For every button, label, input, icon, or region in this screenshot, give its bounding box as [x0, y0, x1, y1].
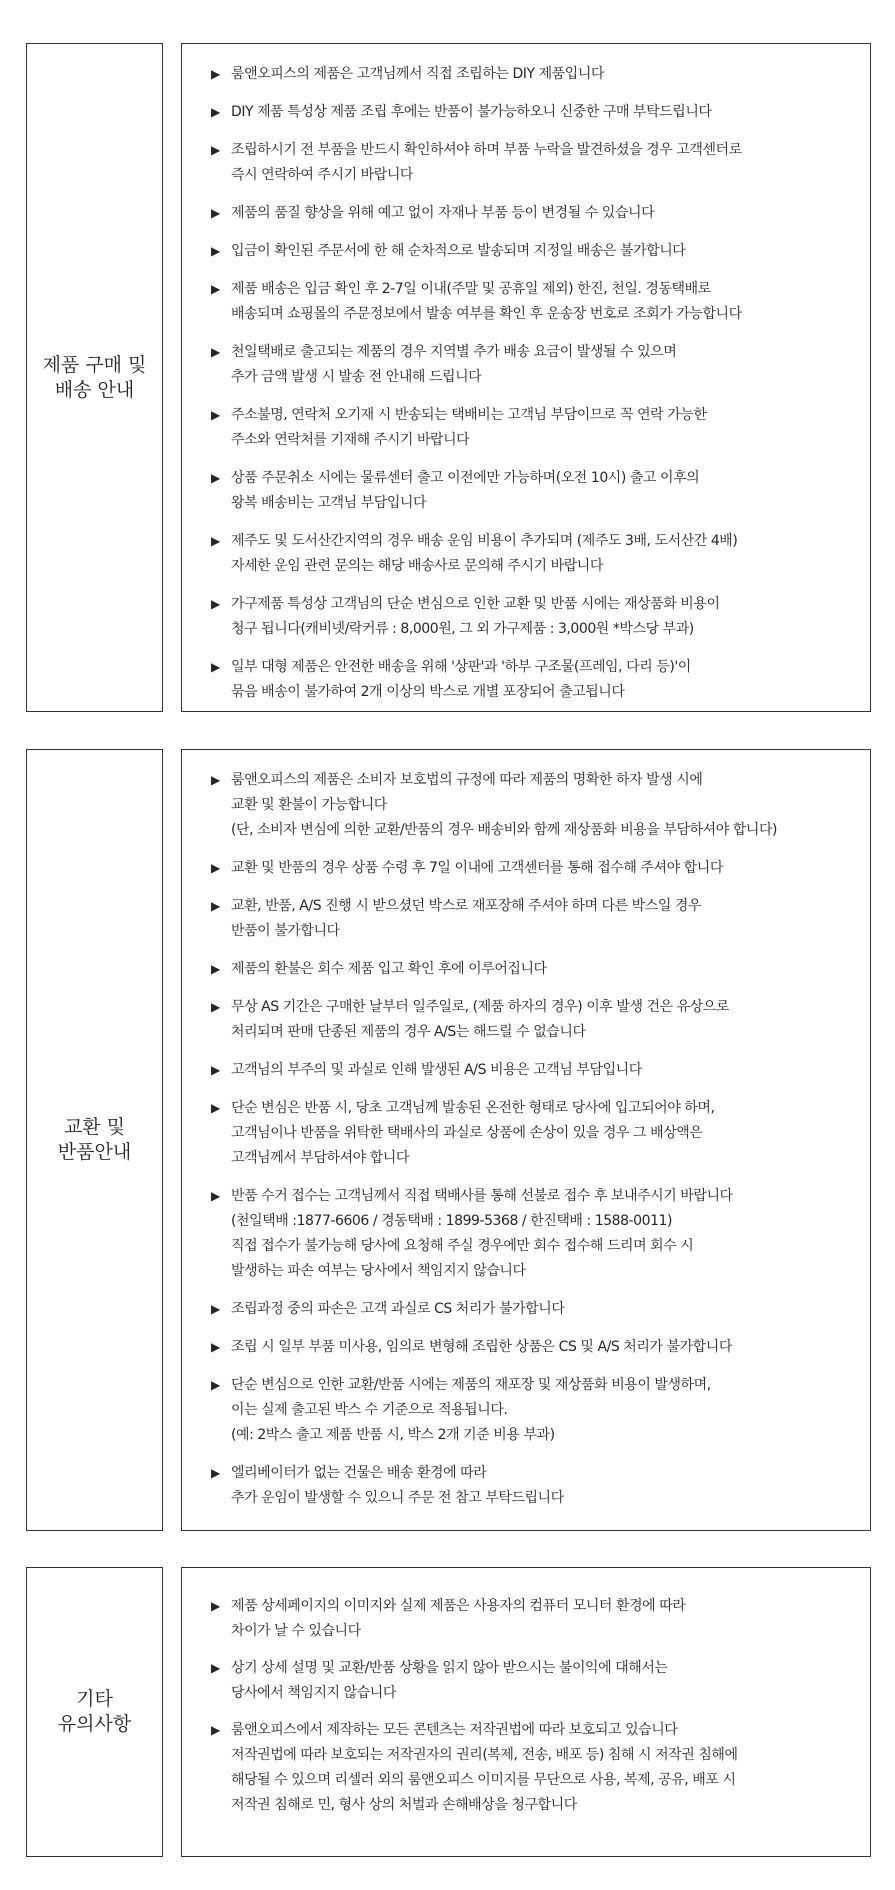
notice-text: 상기 상세 설명 및 교환/반품 상황을 읽지 않아 받으시는 불이익에 대해서는 당사에서 책임지지 않습니다 — [231, 1660, 668, 1701]
notice-item — [211, 894, 862, 944]
section-content-box — [181, 1567, 871, 1857]
notice-item — [211, 995, 862, 1045]
bullet-arrow-icon: ▶ — [211, 962, 220, 976]
notice-item — [211, 340, 862, 390]
section-purchase-delivery — [26, 43, 871, 712]
bullet-arrow-icon: ▶ — [211, 471, 220, 485]
notice-item — [211, 1335, 862, 1360]
notice-text: 무상 AS 기간은 구매한 날부터 일주일로, (제품 하자의 경우) 이후 발생 건은 유상으로 처리되며 판매 단종된 제품의 경우 A/S는 해드릴 수 없습니다 — [231, 999, 729, 1040]
bullet-arrow-icon: ▶ — [211, 597, 220, 611]
notice-text: 천일택배로 출고되는 제품의 경우 지역별 추가 배송 요금이 발생될 수 있으며 추가 금액 발생 시 발송 전 안내해 드립니다 — [231, 344, 677, 385]
notice-text: 주소불명, 연락처 오기재 시 반송되는 택배비는 고객님 부담이므로 꼭 연락 가능한 주소와 연락처를 기재해 주시기 바랍니다 — [231, 407, 707, 448]
bullet-arrow-icon: ▶ — [211, 773, 220, 787]
bullet-arrow-icon: ▶ — [211, 534, 220, 548]
section-other-notes — [26, 1567, 871, 1857]
bullet-arrow-icon: ▶ — [211, 1661, 220, 1675]
bullet-arrow-icon: ▶ — [211, 1466, 220, 1480]
notice-item — [211, 1718, 862, 1818]
notice-item — [211, 957, 862, 982]
notice-text: 가구제품 특성상 고객님의 단순 변심으로 인한 교환 및 반품 시에는 재상품화 비용이 청구 됩니다(캐비넷/락커류 : 8,000원, 그 외 가구제품 : 3,000원 *박스당 부과) — [231, 596, 720, 637]
notice-item — [211, 1656, 862, 1706]
bullet-arrow-icon: ▶ — [211, 1599, 220, 1613]
bullet-arrow-icon: ▶ — [211, 861, 220, 875]
bullet-arrow-icon: ▶ — [211, 660, 220, 674]
bullet-arrow-icon: ▶ — [211, 206, 220, 220]
bullet-arrow-icon: ▶ — [211, 1340, 220, 1354]
bullet-arrow-icon: ▶ — [211, 1302, 220, 1316]
notice-item — [211, 529, 862, 579]
notice-text: 상품 주문취소 시에는 물류센터 출고 이전에만 가능하며(오전 10시) 출고 이후의 왕복 배송비는 고객님 부담입니다 — [231, 470, 700, 511]
notice-item — [211, 1461, 862, 1511]
notice-text: 제품 배송은 입금 확인 후 2-7일 이내(주말 및 공휴일 제외) 한진, 천일. 경동택배로 배송되며 쇼핑몰의 주문정보에서 발송 여부를 확인 후 운송장 번호로 조회가 가능합니다 — [231, 281, 742, 322]
notice-item — [211, 1184, 862, 1284]
section-content-box — [181, 43, 871, 712]
notice-text: 단순 변심으로 인한 교환/반품 시에는 제품의 재포장 및 재상품화 비용이 발생하며, 이는 실제 출고된 박스 수 기준으로 적용됩니다. (예: 2박스 출고 제품 반품 시, 박스 2개 기준 비용 부과) — [231, 1377, 711, 1443]
notice-text: 교환 및 반품의 경우 상품 수령 후 7일 이내에 고객센터를 통해 접수해 주셔야 합니다 — [231, 860, 723, 876]
bullet-arrow-icon: ▶ — [211, 244, 220, 258]
bullet-arrow-icon: ▶ — [211, 143, 220, 157]
notice-text: 제주도 및 도서산간지역의 경우 배송 운임 비용이 추가되며 (제주도 3배, 도서산간 4배) 자세한 운임 관련 문의는 해당 배송사로 문의해 주시기 바랍니다 — [231, 533, 738, 574]
bullet-arrow-icon: ▶ — [211, 1101, 220, 1115]
bullet-arrow-icon: ▶ — [211, 345, 220, 359]
bullet-arrow-icon: ▶ — [211, 1378, 220, 1392]
bullet-arrow-icon: ▶ — [211, 1000, 220, 1014]
notice-item — [211, 1058, 862, 1083]
bullet-arrow-icon: ▶ — [211, 282, 220, 296]
notice-item — [211, 201, 862, 226]
notice-text: 반품 수거 접수는 고객님께서 직접 택배사를 통해 선불로 접수 후 보내주시기 바랍니다 (천일택배 :1877-6606 / 경동택배 : 1899-5368 / 한진택배 : 1588-0011) 직접 접수가 불가능해 당사에 요청해 주실 경우에만 회수 접수해 드리며 회수 시 발생하는 파손 여부는 당사에서 책임지지 않습니다 — [231, 1188, 733, 1279]
notice-item — [211, 768, 862, 843]
bullet-arrow-icon: ▶ — [211, 1063, 220, 1077]
notice-text: 제품의 품질 향상을 위해 예고 없이 자재나 부품 등이 변경될 수 있습니다 — [231, 205, 655, 221]
bullet-arrow-icon: ▶ — [211, 1189, 220, 1203]
notice-item — [211, 62, 862, 87]
notice-item — [211, 466, 862, 516]
section-title: 제품 구매 및 배송 안내 — [42, 353, 147, 401]
bullet-arrow-icon: ▶ — [211, 67, 220, 81]
notice-text: 룸앤오피스에서 제작하는 모든 콘텐츠는 저작권법에 따라 보호되고 있습니다 저작권법에 따라 보호되는 저작권자의 권리(복제, 전송, 배포 등) 침해 시 저작권 침해에 해당될 수 있으며 리셀러 외의 룸앤오피스 이미지를 무단으로 사용, 복제, 공유, 배포 시 저작권 침해로 민, 형사 상의 처벌과 손해배상을 청구합니다 — [231, 1722, 738, 1813]
section-exchange-return — [26, 749, 871, 1531]
notice-text: 단순 변심은 반품 시, 당초 고객님께 발송된 온전한 형태로 당사에 입고되어야 하며, 고객님이나 반품을 위탁한 택배사의 과실로 상품에 손상이 있을 경우 그 배상액은 고객님께서 부담하셔야 합니다 — [231, 1100, 715, 1166]
notice-text: 룸앤오피스의 제품은 소비자 보호법의 규정에 따라 제품의 명확한 하자 발생 시에 교환 및 환불이 가능합니다 (단, 소비자 변심에 의한 교환/반품의 경우 배송비와 함께 재상품화 비용을 부담하셔야 합니다) — [231, 772, 778, 838]
notice-text: 제품 상세페이지의 이미지와 실제 제품은 사용자의 컴퓨터 모니터 환경에 따라 차이가 날 수 있습니다 — [231, 1598, 686, 1639]
section-content-box — [181, 749, 871, 1531]
notice-item — [211, 277, 862, 327]
notice-item — [211, 239, 862, 264]
section-label-box — [26, 43, 163, 712]
section-label-box — [26, 749, 163, 1531]
notice-item — [211, 138, 862, 188]
notice-item — [211, 856, 862, 881]
section-title: 기타 유의사항 — [57, 1688, 132, 1735]
notice-text: 조립 시 일부 부품 미사용, 임의로 변형해 조립한 상품은 CS 및 A/S 처리가 불가합니다 — [231, 1339, 732, 1355]
notice-item — [211, 1373, 862, 1448]
notice-item — [211, 1096, 862, 1171]
notice-item — [211, 1594, 862, 1644]
notice-text: 입금이 확인된 주문서에 한 해 순차적으로 발송되며 지정일 배송은 불가합니다 — [231, 243, 686, 259]
bullet-arrow-icon: ▶ — [211, 105, 220, 119]
notice-text: DIY 제품 특성상 제품 조립 후에는 반품이 불가능하오니 신중한 구매 부탁드립니다 — [231, 104, 712, 120]
section-title: 교환 및 반품안내 — [57, 1116, 132, 1163]
bullet-arrow-icon: ▶ — [211, 408, 220, 422]
notice-text: 조립하시기 전 부품을 반드시 확인하셔야 하며 부품 누락을 발견하셨을 경우 고객센터로 즉시 연락하여 주시기 바랍니다 — [231, 142, 742, 183]
bullet-arrow-icon: ▶ — [211, 1723, 220, 1737]
section-label-box — [26, 1567, 163, 1857]
notice-item — [211, 592, 862, 642]
notice-text: 엘리베이터가 없는 건물은 배송 환경에 따라 추가 운임이 발생할 수 있으니 주문 전 참고 부탁드립니다 — [231, 1465, 564, 1506]
notice-text: 교환, 반품, A/S 진행 시 받으셨던 박스로 재포장해 주셔야 하며 다른 박스일 경우 반품이 불가합니다 — [231, 898, 702, 939]
notice-item — [211, 655, 862, 705]
notice-text: 조립과정 중의 파손은 고객 과실로 CS 처리가 불가합니다 — [231, 1301, 565, 1317]
bullet-arrow-icon: ▶ — [211, 899, 220, 913]
notice-item — [211, 1297, 862, 1322]
notice-text: 제품의 환불은 회수 제품 입고 확인 후에 이루어집니다 — [231, 961, 547, 977]
notice-item — [211, 100, 862, 125]
notice-text: 고객님의 부주의 및 과실로 인해 발생된 A/S 비용은 고객님 부담입니다 — [231, 1062, 642, 1078]
notice-text: 일부 대형 제품은 안전한 배송을 위해 '상판'과 '하부 구조물(프레임, 다리 등)'이 묶음 배송이 불가하여 2개 이상의 박스로 개별 포장되어 출고됩니다 — [231, 659, 691, 700]
notice-item — [211, 403, 862, 453]
notice-text: 룸앤오피스의 제품은 고객님께서 직접 조립하는 DIY 제품입니다 — [231, 66, 604, 82]
